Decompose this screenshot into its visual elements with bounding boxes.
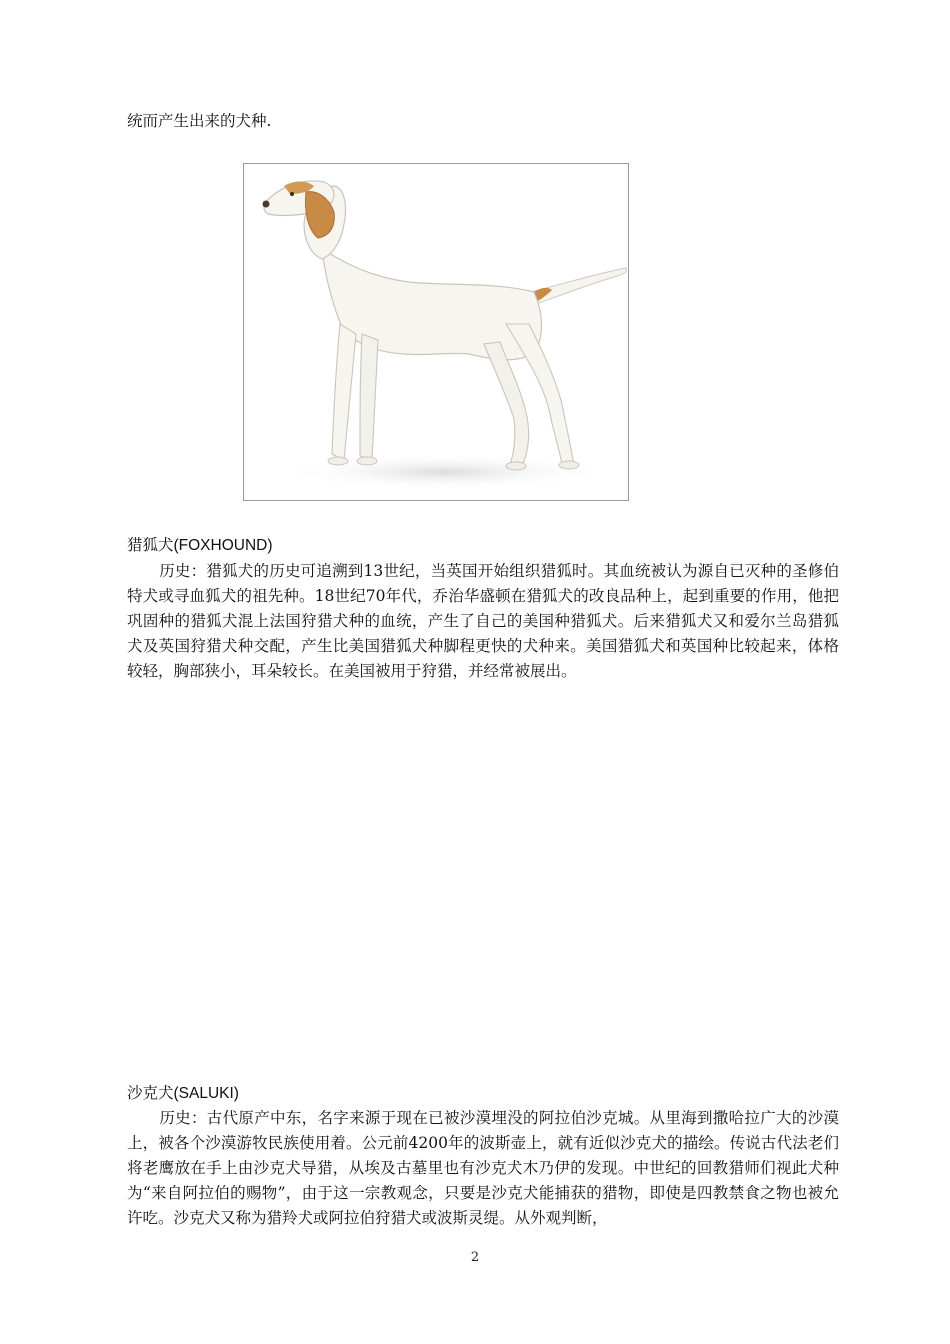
saluki-text: 历史：古代原产中东，名字来源于现在已被沙漠埋没的阿拉伯沙克城。从里海到撒哈拉广大的沙漠上，被各个沙漠游牧民族使用着。公元前4200年的波斯壶上，就有近似沙克犬的描绘。传说古代法老们将老鹰放在手上由沙克犬导猎，从埃及古墓里也有沙克犬木乃伊的发现。中世纪的回教猎师们视此犬种为“来自阿拉伯的赐物”，由于这一宗教观念，只要是沙克犬能捕获的猎物，即使是四教禁食之物也被允许吃。沙克犬又称为猎羚犬或阿拉伯狩猎犬或波斯灵缇。从外观判断，: [127, 1109, 839, 1227]
foxhound-text: 历史：猎狐犬的历史可追溯到13世纪，当英国开始组织猎狐时。其血统被认为源自已灭种的圣修伯特犬或寻血狐犬的祖先种。18世纪70年代，乔治华盛顿在猎狐犬的改良品种上，起到重要的作用，他把巩固种的猎狐犬混上法国狩猎犬种的血统，产生了自己的美国种猎狐犬。后来猎狐犬又和爱尔兰岛猎狐犬及英国狩猎犬种交配，产生比美国猎狐犬种脚程更快的犬种来。美国猎狐犬和英国种比较起来，体格较轻，胸部狭小，耳朵较长。在美国被用于狩猎，并经常被展出。: [127, 562, 839, 680]
dog-illustration: [243, 163, 629, 501]
page-number: 2: [470, 1250, 480, 1265]
foxhound-paragraph: [127, 559, 839, 684]
saluki-heading: 沙克犬(SALUKI): [127, 1085, 239, 1102]
pointer-dog-icon: [244, 164, 628, 500]
saluki-paragraph: [127, 1106, 839, 1231]
intro-tail-text: 统而产生出来的犬种.: [127, 112, 272, 130]
foxhound-heading: 猎狐犬(FOXHOUND): [127, 537, 273, 554]
